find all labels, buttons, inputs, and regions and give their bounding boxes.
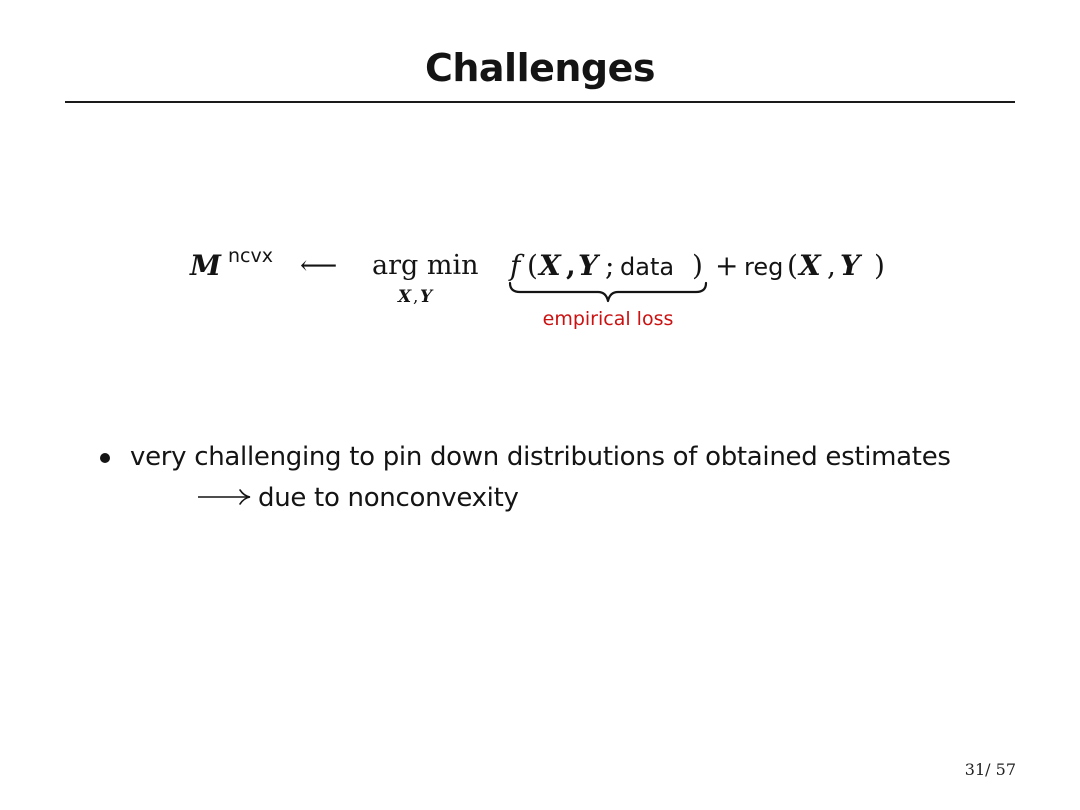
page-separator: / xyxy=(985,760,996,779)
loss-arg-y: Y xyxy=(578,249,598,282)
reg-close-paren: ) xyxy=(874,249,885,282)
bullet-text: very challenging to pin down distributions of obtained estimates xyxy=(130,442,951,472)
bullet-icon xyxy=(100,453,110,463)
loss-close-paren: ) xyxy=(692,249,703,282)
slide-title: Challenges xyxy=(424,46,656,90)
assignment-arrow: ⟵ xyxy=(300,251,338,281)
argmin-subscript-sep: , xyxy=(413,287,419,307)
reg-function: reg xyxy=(744,253,784,281)
long-right-arrow-icon xyxy=(196,487,252,507)
reg-comma: , xyxy=(827,249,836,282)
bullet-followup xyxy=(196,478,519,518)
plus-operator: + xyxy=(715,249,739,282)
argmin-subscript-y: Y xyxy=(420,287,433,307)
page-total: 57 xyxy=(995,760,1016,779)
reg-arg-x: X xyxy=(799,249,821,282)
loss-open-paren: ( xyxy=(527,249,538,282)
lhs-symbol: M xyxy=(190,249,221,282)
reg-open-paren: ( xyxy=(787,249,798,282)
loss-function-symbol: f xyxy=(510,249,521,282)
underbrace-icon xyxy=(510,283,706,301)
loss-arg-x: X xyxy=(539,249,561,282)
argmin-operator: arg min xyxy=(372,250,479,281)
loss-arg-data: data xyxy=(620,253,675,281)
argmin-subscript-x: X xyxy=(398,287,412,307)
loss-semicolon: ; xyxy=(605,249,615,282)
empirical-loss-label: empirical loss xyxy=(542,308,674,330)
loss-comma: , xyxy=(566,249,576,282)
page-number xyxy=(965,760,1016,779)
lhs-superscript: ncvx xyxy=(228,245,273,267)
page-current: 31 xyxy=(964,760,986,779)
reg-arg-y: Y xyxy=(840,249,860,282)
bullet-followup-text: due to nonconvexity xyxy=(258,483,519,513)
